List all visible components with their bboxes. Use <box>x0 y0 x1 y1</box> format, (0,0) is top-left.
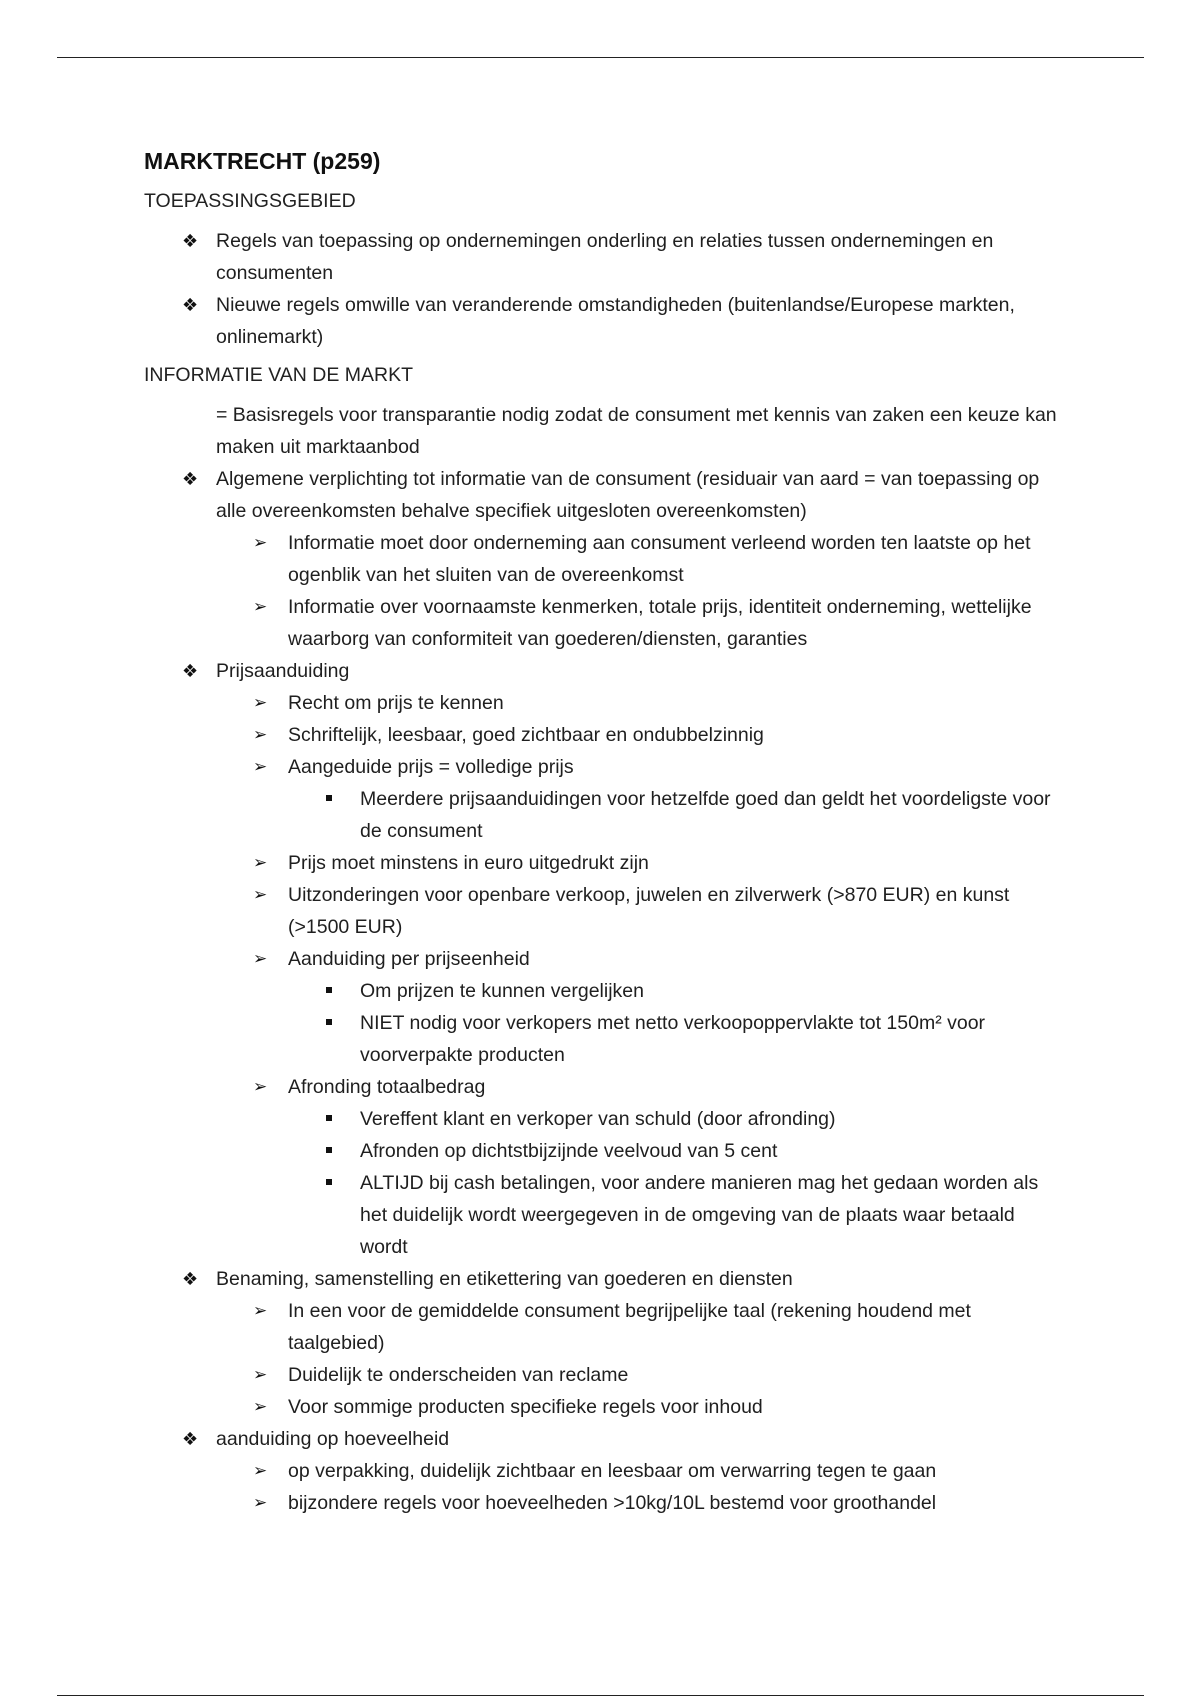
list-item: ➢ Aanduiding per prijseenheid Om prijzen te kunnen vergelijken NIET nodig voor verkopers met netto verkoopoppervlakte tot 150m² voor voorverpakte producten <box>216 943 1064 1071</box>
list-item: ➢ op verpakking, duidelijk zichtbaar en leesbaar om verwarring tegen te gaan <box>216 1455 1064 1487</box>
page-title: MARKTRECHT (p259) <box>144 148 381 174</box>
diamond-bullet-icon: ❖ <box>182 231 199 251</box>
list-item: Vereffent klant en verkoper van schuld (door afronding) <box>288 1103 1064 1135</box>
sublist <box>216 975 1064 1071</box>
sublist <box>216 1103 1064 1263</box>
list-item: Om prijzen te kunnen vergelijken <box>288 975 1064 1007</box>
document-body <box>144 145 1064 1519</box>
list-item: ❖ Algemene verplichting tot informatie van de consument (residuair van aard = van toepassing op alle overeenkomsten behalve specifiek uitgesloten overeenkomsten) ➢ Informatie moet door onderneming aan consument verleend worden ten laatste op het ogenblik van het sluiten van de overeenkomst ➢ Informatie over voornaamste kenmerken, totale prijs, identiteit onderneming, wettelijke waarborg van conformiteit van goederen/diensten, garanties <box>144 463 1064 655</box>
list-item: NIET nodig voor verkopers met netto verkoopoppervlakte tot 150m² voor voorverpakte producten <box>288 1007 1064 1071</box>
arrow-bullet-icon: ➢ <box>253 757 268 776</box>
arrow-bullet-icon: ➢ <box>253 885 268 904</box>
diamond-bullet-icon: ❖ <box>182 469 199 489</box>
list-item: Meerdere prijsaanduidingen voor hetzelfde goed dan geldt het voordeligste voor de consument <box>288 783 1064 847</box>
list-toepassingsgebied <box>144 225 1064 353</box>
arrow-bullet-icon: ➢ <box>253 597 268 616</box>
list-item: ➢ Afronding totaalbedrag Vereffent klant en verkoper van schuld (door afronding) Afronden op dichtstbijzijnde veelvoud van 5 cent ALTIJD bij cash betalingen, voor andere manieren mag het gedaan worden als het duidelijk wordt weergegeven in de omgeving van de plaats waar betaald wordt <box>216 1071 1064 1263</box>
header-rule <box>57 57 1144 58</box>
diamond-bullet-icon: ❖ <box>182 1269 199 1289</box>
arrow-bullet-icon: ➢ <box>253 1461 268 1480</box>
list-item: ❖ Benaming, samenstelling en etikettering van goederen en diensten ➢ In een voor de gemiddelde consument begrijpelijke taal (rekening houdend met taalgebied) ➢ Duidelijk te onderscheiden van reclame ➢ Voor sommige producten specifieke regels voor inhoud <box>144 1263 1064 1423</box>
arrow-bullet-icon: ➢ <box>253 1365 268 1384</box>
list-item: ➢ Duidelijk te onderscheiden van reclame <box>216 1359 1064 1391</box>
list-item: Afronden op dichtstbijzijnde veelvoud van 5 cent <box>288 1135 1064 1167</box>
list-item: ❖ aanduiding op hoeveelheid ➢ op verpakking, duidelijk zichtbaar en leesbaar om verwarring tegen te gaan ➢ bijzondere regels voor hoeveelheden >10kg/10L bestemd voor groothandel <box>144 1423 1064 1519</box>
list-item: ALTIJD bij cash betalingen, voor andere manieren mag het gedaan worden als het duidelijk wordt weergegeven in de omgeving van de plaats waar betaald wordt <box>288 1167 1064 1263</box>
list-item: ➢ Schriftelijk, leesbaar, goed zichtbaar en ondubbelzinnig <box>216 719 1064 751</box>
list-informatie <box>144 463 1064 1519</box>
arrow-bullet-icon: ➢ <box>253 1397 268 1416</box>
square-bullet-icon <box>326 1019 332 1025</box>
diamond-bullet-icon: ❖ <box>182 295 199 315</box>
square-bullet-icon <box>326 1115 332 1121</box>
sublist <box>144 527 1064 655</box>
section-intro: = Basisregels voor transparantie nodig zodat de consument met kennis van zaken een keuze kan maken uit marktaanbod <box>216 404 1057 458</box>
section-heading-informatie: INFORMATIE VAN DE MARKT <box>144 364 414 386</box>
list-item: ❖ Regels van toepassing op ondernemingen onderling en relaties tussen ondernemingen en consumenten <box>144 225 1064 289</box>
arrow-bullet-icon: ➢ <box>253 725 268 744</box>
diamond-bullet-icon: ❖ <box>182 661 199 681</box>
list-item: ➢ Recht om prijs te kennen <box>216 687 1064 719</box>
list-item: ➢ Uitzonderingen voor openbare verkoop, juwelen en zilverwerk (>870 EUR) en kunst (>1500 EUR) <box>216 879 1064 943</box>
arrow-bullet-icon: ➢ <box>253 1077 268 1096</box>
square-bullet-icon <box>326 1147 332 1153</box>
list-item: ➢ Voor sommige producten specifieke regels voor inhoud <box>216 1391 1064 1423</box>
list-item: ➢ Informatie moet door onderneming aan consument verleend worden ten laatste op het ogenblik van het sluiten van de overeenkomst <box>216 527 1064 591</box>
arrow-bullet-icon: ➢ <box>253 853 268 872</box>
list-item: ❖ Prijsaanduiding ➢ Recht om prijs te kennen ➢ Schriftelijk, leesbaar, goed zichtbaar en ondubbelzinnig ➢ Aangeduide prijs = volledige prijs Meerdere prijsaanduidingen voor hetzelfde goed dan geldt het voordeligste voor de consument ➢ Prijs moet minstens in euro uitgedrukt zijn ➢ Uitzonderingen voor openbare verkoop, juwelen en zilverwerk (>870 EUR) en kunst (>1500 EUR) ➢ Aanduiding per prijseenheid Om prijzen te kunnen vergelijken NIET nodig voor verkopers met netto verkoopoppervlakte tot 150m² voor voorverpakte producten ➢ Afronding totaalbedrag Vereffent klant en verkoper van schuld (door afronding) Afronden op dichtstbijzijnde veelvoud van 5 cent ALTIJD bij cash betalingen, voor andere manieren mag het gedaan worden als het duidelijk wordt weergegeven in de omgeving van de plaats waar betaald wordt <box>144 655 1064 1263</box>
square-bullet-icon <box>326 987 332 993</box>
diamond-bullet-icon: ❖ <box>182 1429 199 1449</box>
sublist <box>216 783 1064 847</box>
list-item: ➢ Informatie over voornaamste kenmerken, totale prijs, identiteit onderneming, wettelijke waarborg van conformiteit van goederen/diensten, garanties <box>216 591 1064 655</box>
square-bullet-icon <box>326 1179 332 1185</box>
list-item: ➢ In een voor de gemiddelde consument begrijpelijke taal (rekening houdend met taalgebied) <box>216 1295 1064 1359</box>
footer-rule <box>57 1695 1144 1696</box>
list-item: ➢ Prijs moet minstens in euro uitgedrukt zijn <box>216 847 1064 879</box>
square-bullet-icon <box>326 795 332 801</box>
sublist <box>144 1455 1064 1519</box>
arrow-bullet-icon: ➢ <box>253 1493 268 1512</box>
arrow-bullet-icon: ➢ <box>253 533 268 552</box>
section-heading-toepassingsgebied: TOEPASSINGSGEBIED <box>144 190 356 212</box>
arrow-bullet-icon: ➢ <box>253 693 268 712</box>
arrow-bullet-icon: ➢ <box>253 1301 268 1320</box>
sublist <box>144 687 1064 1263</box>
list-item: ➢ bijzondere regels voor hoeveelheden >10kg/10L bestemd voor groothandel <box>216 1487 1064 1519</box>
list-item: ➢ Aangeduide prijs = volledige prijs Meerdere prijsaanduidingen voor hetzelfde goed dan geldt het voordeligste voor de consument <box>216 751 1064 847</box>
sublist <box>144 1295 1064 1423</box>
arrow-bullet-icon: ➢ <box>253 949 268 968</box>
list-item: ❖ Nieuwe regels omwille van veranderende omstandigheden (buitenlandse/Europese markten, onlinemarkt) <box>144 289 1064 353</box>
